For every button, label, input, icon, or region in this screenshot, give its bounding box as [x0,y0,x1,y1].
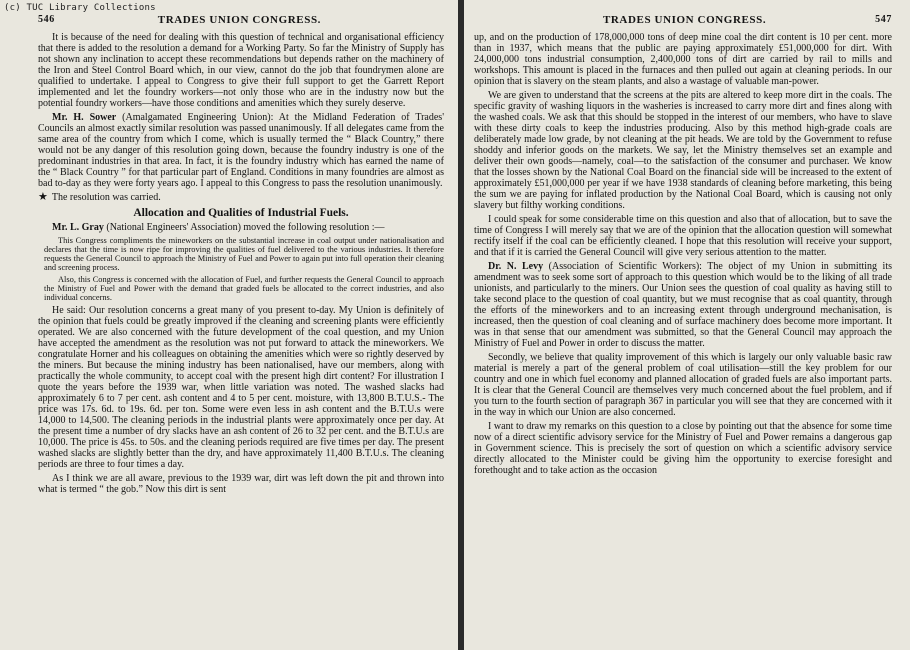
left-running-title: TRADES UNION CONGRESS. [157,14,322,26]
sower-paragraph [38,112,444,189]
star-icon: ★ [38,191,48,203]
speaker-name: Mr. L. Gray [52,222,104,233]
paragraph: I could speak for some considerable time on this question and also that of allocation, but to save the time of Congress I will merely say that we are of the opinion that the allocation question will somewhat rectify itself if the coal can be efficiently cleaned. I hope that this resolution will receive your support, and that if it is carried the General Council will give very serious attention to the matter. [474,214,892,258]
paragraph: We are given to understand that the screens at the pits are altered to keep more dirt in the coals. The specific gravity of washing liquors in the washeries is increased to carry more dirt and fines along with the washed coals. We ask that this should be stopped in the interest of our members, who have to slave with these dirty coals to keep the industries producing. Also by this method high-grade coals are deliberately made low grade, by not cleaning at the pit heads. We are told by the Government to refuse shoddy and inferior goods on the markets. We say, let the Ministry themselves set an example and deliver their own goods—namely, coal—to the satisfaction of the consumer and purchaser. We know that the losses shown by the National Coal Board on the financial side will be increased to the extent of approximately £51,000,000 per year if we have 1938 standards of cleaning before marketing, this being the sum we are paying for inflated production by the National Coal Board, which is causing not only slavery but filthy working conditions. [474,90,892,211]
speaker-name: Dr. N. Levy [488,261,544,272]
paragraph: up, and on the production of 178,000,000 tons of deep mine coal the dirt content is 10 per cent. more than in 1937, which means that the public are paying approximately £51,000,000 for dirt. With 24,000,000 tons industrial consumption, 2,400,000 tons of dirt are carried by rail to mills and workshops. This amount is placed in the furnaces and then pulled out again at cleaning periods. In our opinion that is slavery on the steam plants, and also a wastage of valuable man-power. [474,32,892,87]
carried-text: The resolution was carried. [51,192,161,203]
left-page-number: 546 [38,14,55,25]
carried-line [38,192,444,203]
gray-speech: He said: Our resolution concerns a great many of you present to-day. My Union is definitely of the opinion that fuels could be greatly improved if the cleaning and screening plants were efficiently operated. We are also concerned with the future development of the coal question, and my Union have accepted the amendment as the resolution was not put forward to attack the mineworkers. We congratulate Horner and his colleagues on obtaining the amenities which were so rightly deserved by the miners. But because the mining industry has been nationalised, have our members, along with practically the whole community, to accept coal with the present high dirt content? For illustration I quote the years before the 1939 war, when little variation was noted. The washed slacks had approximately 6 to 7 per cent. ash content and 4 to 5 per cent. moisture, with 13,800 B.T.U.S.- The price was 17s. 6d. to 19s. 6d. per ton. Some were even less in ash content and the B.T.U.s were 14,000 to 14,500. The cleaning periods in the industrial plants were approximately once per day. At the present time a number of dry slacks have an ash content of 26 to 32 per cent. and the B.T.U.s are 10,000. The price is 45s. to 50s. and the cleaning periods required are five times per day. The present washed slacks are slightly better than the dry, and have approximately 11,400 B.T.U.s. The cleaning periods are three to four times a day. [38,305,444,470]
right-running-title: TRADES UNION CONGRESS. [602,14,767,26]
levy-paragraph [474,261,892,349]
section-heading: Allocation and Qualities of Industrial Fuels. [133,207,349,219]
watermark-text: (c) TUC Library Collections [4,3,156,13]
final-paragraph: As I think we are all aware, previous to the 1939 war, dirt was left down the pit and thrown into what is termed “ the gob.” Now this dirt is sent [38,473,444,495]
resolution-text-2: Also, this Congress is concerned with the allocation of Fuel, and further requests the General Council to approach the Ministry of Fuel and Power with the demand that graded fuels be allocated to the correct industries, and also individual concerns. [44,275,444,302]
right-page [464,0,910,650]
gray-paragraph [38,222,444,233]
left-running-head [38,14,444,26]
speaker-text: (Amalgamated Engineering Union): At the Midland Federation of Trades' Councils an almost exactly similar resolution was passed unanimously. If all delegates came from the same area of the country from which I come, which is usually termed the “ Black Country,” there would not be any danger of this resolution going down, because the foundry industry is one of the predominant industries in that area. In fact, it is the foundry industry which has earned the name of the “ Black Country ” for that particular part of England. Conditions in many foundries are almost as bad to-day as they were forty years ago. I appeal to this Congress to pass the resolution unanimously. [38,112,444,189]
right-running-head [474,14,892,26]
speaker-name: Mr. H. Sower [52,112,117,123]
speaker-text: (National Engineers' Association) moved the following resolution :— [106,222,385,233]
paragraph: I want to draw my remarks on this question to a close by pointing out that the absence for some time now of a direct scientific advisory service for the Ministry of Fuel and Power remains a dangerous gap in Government science. This is precisely the sort of question on which a scientific advisory service directly allocated to the Minister could be giving him the opportunity to exercise foresight and forethought and to take action as the occasion [474,421,892,476]
right-page-number: 547 [875,14,892,25]
resolution-text-1: This Congress compliments the mineworkers on the substantial increase in coal output under nationalisation and declares that the time is now ripe for improving the qualities of fuel delivered to the various industries. It therefore requests the General Council to approach the Ministry of Fuel and Power to again put into full operation their cleaning and screening process. [44,236,444,272]
paragraph: Secondly, we believe that quality improvement of this which is largely our only valuable basic raw material is merely a part of the general problem of coal utilisation—still the key problem for our country and one in which fuel economy and planned allocation of graded fuels are also important parts. It is clear that the General Council are themselves very much concerned about the fuel problem, and if you turn to the fourth section of paragraph 367 in particular you will see that they are concerned with it in the way in which our Union are also concerned. [474,352,892,418]
intro-paragraph: It is because of the need for dealing with this question of technical and organisational efficiency that there is added to the resolution a demand for a Working Party. So far the Ministry of Supply has not shown any inclination to accept these recommendations but depends rather on the machinery of the Iron and Steel Control Board which, in our view, cannot do the job that foundrymen alone are qualified to undertake. I appeal to Congress to give their full support to get the Garrett Report implemented and let the foundry workers—not only those who are in the industry now but the potential foundry workers—have those conditions and amenities which they surely deserve. [38,32,444,109]
speaker-text: (Association of Scientific Workers): The object of my Union in submitting its amendment was to seek some sort of approach to this question which would be to the liking of all trade unionists, and particularly to the miners. Our Union sees the question of coal quality as having still to take second place to the question of coal quantity, but we must recognise that as coal quantity, through the efforts of the mineworkers and to an increasing extent through underground mechanisation, is increased, then the question of coal cleaning and of surface machinery does become more important. It was in that sense that our amendment was submitted, so that the General Council may approach the Ministry of Fuel and Power in order to discuss the matter. [474,261,893,349]
